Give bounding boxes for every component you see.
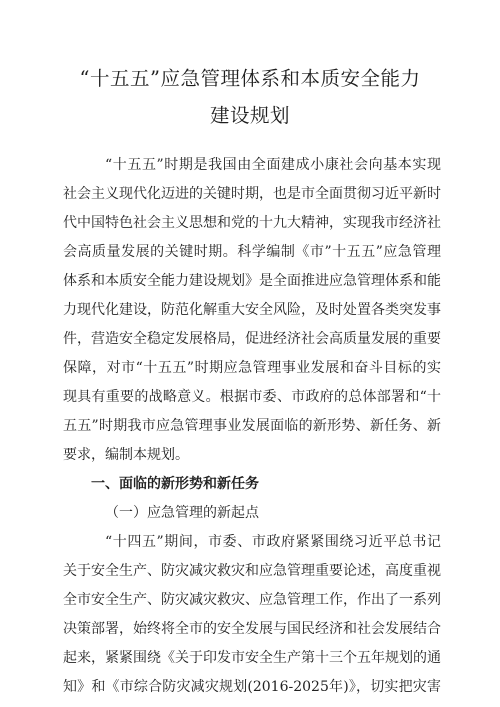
- intro-paragraph-line: 代中国特色社会主义思想和党的十九大精神，实现我市经济社: [63, 215, 441, 231]
- intro-paragraph-line: 会高质量发展的关键时期。科学编制《市”十五五”应急管理: [63, 244, 441, 260]
- body-paragraph-line: 关于安全生产、防灾减灾救灾和应急管理重要论述，高度重视: [63, 563, 441, 579]
- intro-paragraph-line: 件，营造安全稳定发展格局，促进经济社会高质量发展的重要: [63, 331, 441, 347]
- body-paragraph-line: 知》和《市综合防灾减灾规划(2016-2025年)》，切实把灾害: [63, 679, 441, 695]
- intro-paragraph-line: 保障，对市“十五五”时期应急管理事业发展和奋斗目标的实: [63, 360, 441, 376]
- intro-paragraph-line: 五五”时期我市应急管理事业发展面临的新形势、新任务、新: [63, 418, 441, 434]
- body-paragraph-line: 决策部署，始终将全市的安全发展与国民经济和社会发展结合: [63, 621, 441, 637]
- intro-paragraph-line: 要求，编制本规划。: [63, 447, 189, 463]
- section-heading: 一、面临的新形势和新任务: [91, 476, 259, 492]
- document-title-line-2: 建设规划: [209, 104, 290, 127]
- intro-paragraph-line: 现具有重要的战略意义。根据市委、市政府的总体部署和“十: [63, 389, 441, 405]
- document-title-line-1: “十五五”应急管理体系和本质安全能力: [79, 67, 421, 90]
- body-paragraph-line: 起来，紧紧围绕《关于印发市安全生产第十三个五年规划的通: [63, 650, 441, 666]
- intro-paragraph-line: 社会主义现代化迈进的关键时期，也是市全面贯彻习近平新时: [63, 186, 441, 202]
- body-paragraph-line: 全市安全生产、防灾减灾救灾、应急管理工作，作出了一系列: [63, 592, 441, 608]
- subsection-heading: （一）应急管理的新起点: [105, 505, 259, 521]
- intro-paragraph-line: “十五五”时期是我国由全面建成小康社会向基本实现: [105, 157, 441, 173]
- intro-paragraph-line: 体系和本质安全能力建设规划》是全面推进应急管理体系和能: [63, 273, 441, 289]
- body-paragraph-line: “十四五”期间，市委、市政府紧紧围绕习近平总书记: [105, 534, 441, 550]
- intro-paragraph-line: 力现代化建设，防范化解重大安全风险，及时处置各类突发事: [63, 302, 441, 318]
